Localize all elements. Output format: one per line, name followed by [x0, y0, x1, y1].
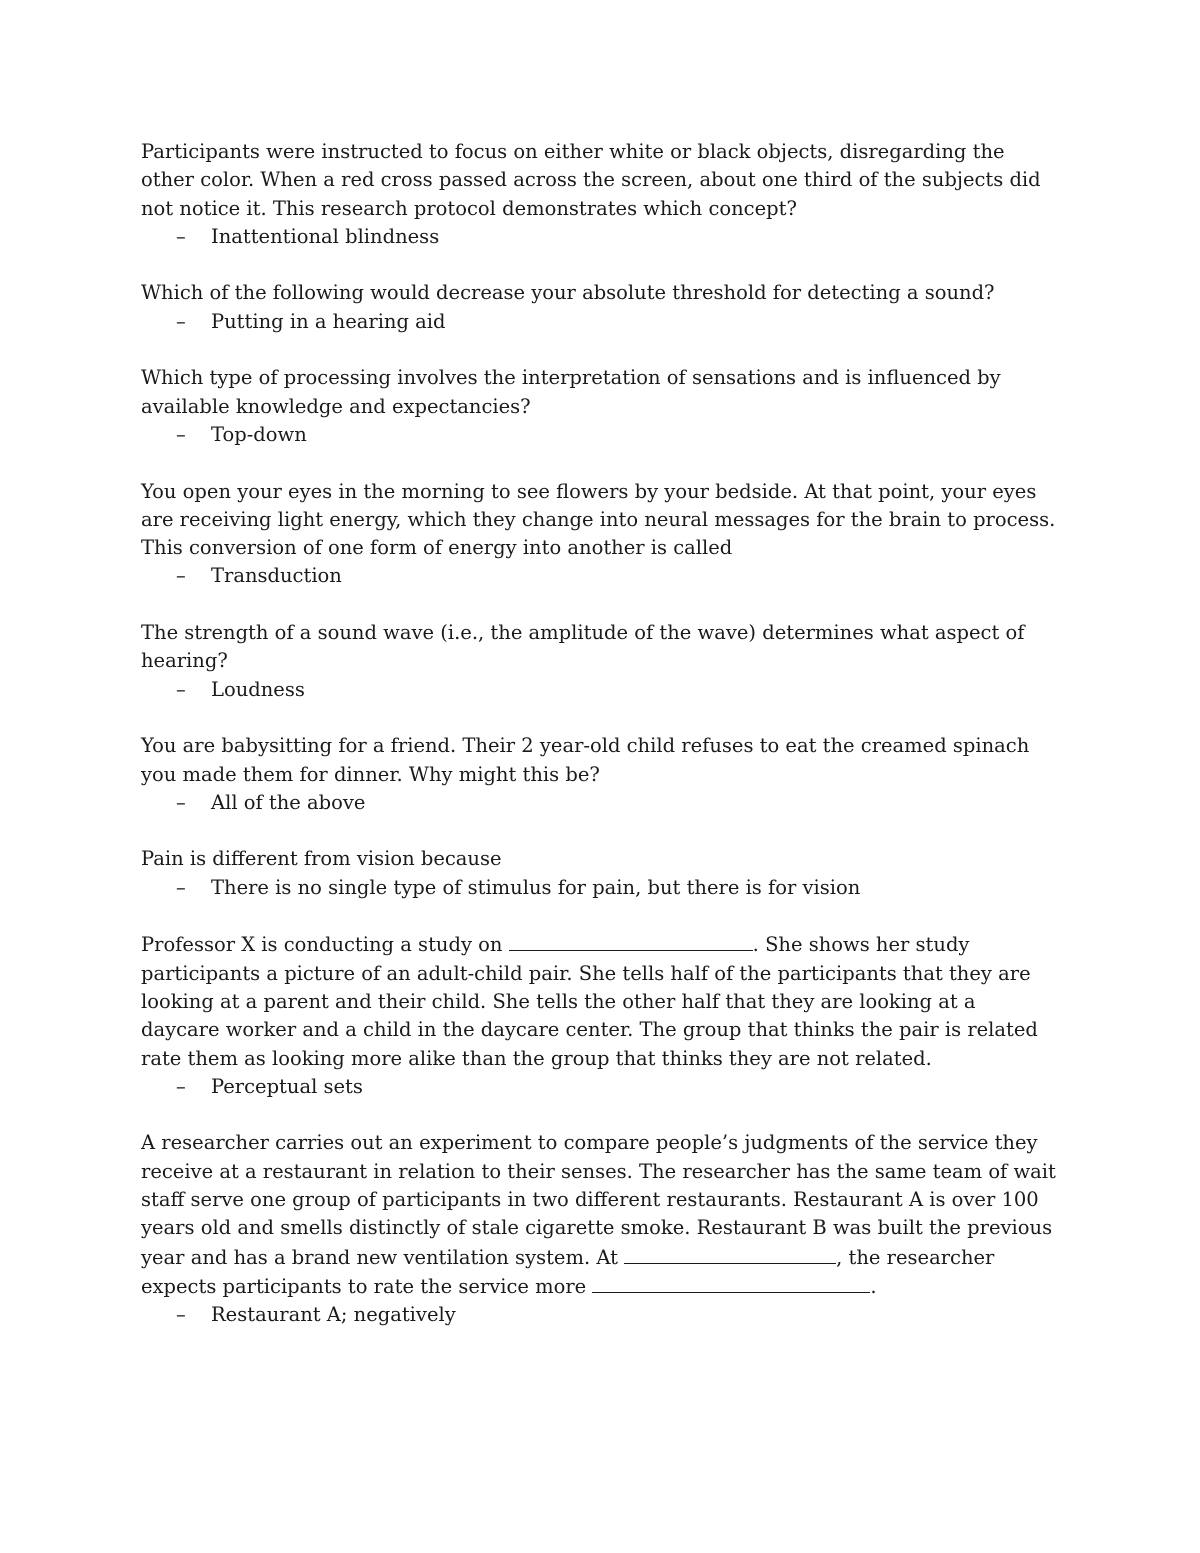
- answer-text: All of the above: [211, 790, 366, 814]
- fill-in-blank: [509, 930, 753, 951]
- question-text: Pain is different from vision because: [141, 847, 502, 871]
- answer-text: There is no single type of stimulus for pain, but there is for vision: [211, 875, 861, 899]
- question-text-part-1: A researcher carries out an experiment to compare people’s judgments of the service they receive at a restaurant in relation to their senses. The researcher has the same team of wait staff serve one group of participants in two different restaurants. Restaurant A is over 100 years old and smells distinctly of stale cigarette smoke. Restaurant B was built the previous year and has a brand new ventilation system. At: [141, 1131, 1056, 1269]
- question-text-part-1: Professor X is conducting a study on: [141, 933, 503, 957]
- answer-text: Top-down: [211, 422, 307, 446]
- question-text: The strength of a sound wave (i.e., the amplitude of the wave) determines what aspect of hearing?: [141, 621, 1025, 673]
- answer-line: [141, 223, 1059, 251]
- answer-line: [141, 421, 1059, 449]
- answer-dash: –: [176, 1074, 186, 1098]
- answer-text: Perceptual sets: [211, 1074, 363, 1098]
- question-block-9: [141, 1129, 1059, 1329]
- question-text: [141, 1129, 1059, 1301]
- question-text: You open your eyes in the morning to see flowers by your bedside. At that point, your eyes are receiving light energy, which they change into neural messages for the brain to process. This conversion of one form of energy into another is called: [141, 479, 1056, 560]
- question-text: Participants were instructed to focus on either white or black objects, disregarding the other color. When a red cross passed across the screen, about one third of the subjects did not notice it. This research protocol demonstrates which concept?: [141, 140, 1041, 220]
- question-block-8: [141, 930, 1059, 1101]
- answer-dash: –: [176, 1303, 186, 1327]
- question-block-7: [141, 845, 1059, 902]
- question-block-1: [141, 138, 1059, 251]
- document-page: [141, 138, 1059, 1358]
- question-text-part-2: . She shows her study participants a picture of an adult-child pair. She tells half of the participants that they are looking at a parent and their child. She tells the other half that they are looking at a daycare worker and a child in the daycare center. The group that thinks the pair is related rate them as looking more alike than the group that thinks they are not related.: [141, 933, 1038, 1070]
- question-text: Which type of processing involves the interpretation of sensations and is influenced by available knowledge and expectancies?: [141, 366, 1001, 418]
- fill-in-blank: [624, 1243, 836, 1264]
- question-text: You are babysitting for a friend. Their 2 year-old child refuses to eat the creamed spinach you made them for dinner. Why might this be?: [141, 734, 1030, 786]
- answer-text: Transduction: [211, 564, 342, 588]
- question-text: [141, 930, 1059, 1072]
- answer-dash: –: [176, 422, 186, 446]
- answer-dash: –: [176, 677, 186, 701]
- answer-line: [141, 789, 1059, 817]
- question-block-4: [141, 478, 1059, 591]
- answer-dash: –: [176, 875, 186, 899]
- answer-text: Loudness: [211, 677, 305, 701]
- fill-in-blank: [592, 1272, 870, 1293]
- answer-dash: –: [176, 309, 186, 333]
- question-text-part-2: , the researcher expects participants to rate the service more: [141, 1245, 995, 1298]
- question-text-part-3: .: [870, 1274, 877, 1298]
- question-block-6: [141, 732, 1059, 817]
- question-block-5: [141, 619, 1059, 704]
- answer-line: [141, 676, 1059, 704]
- answer-line: [141, 562, 1059, 590]
- answer-text: Inattentional blindness: [211, 224, 440, 248]
- question-text: Which of the following would decrease your absolute threshold for detecting a sound?: [141, 281, 995, 305]
- answer-line: [141, 874, 1059, 902]
- answer-text: Putting in a hearing aid: [211, 309, 446, 333]
- answer-text: Restaurant A; negatively: [211, 1303, 456, 1327]
- answer-dash: –: [176, 564, 186, 588]
- answer-dash: –: [176, 224, 186, 248]
- answer-line: [141, 308, 1059, 336]
- question-block-3: [141, 364, 1059, 449]
- answer-dash: –: [176, 790, 186, 814]
- question-block-2: [141, 279, 1059, 336]
- answer-line: [141, 1073, 1059, 1101]
- answer-line: [141, 1301, 1059, 1329]
